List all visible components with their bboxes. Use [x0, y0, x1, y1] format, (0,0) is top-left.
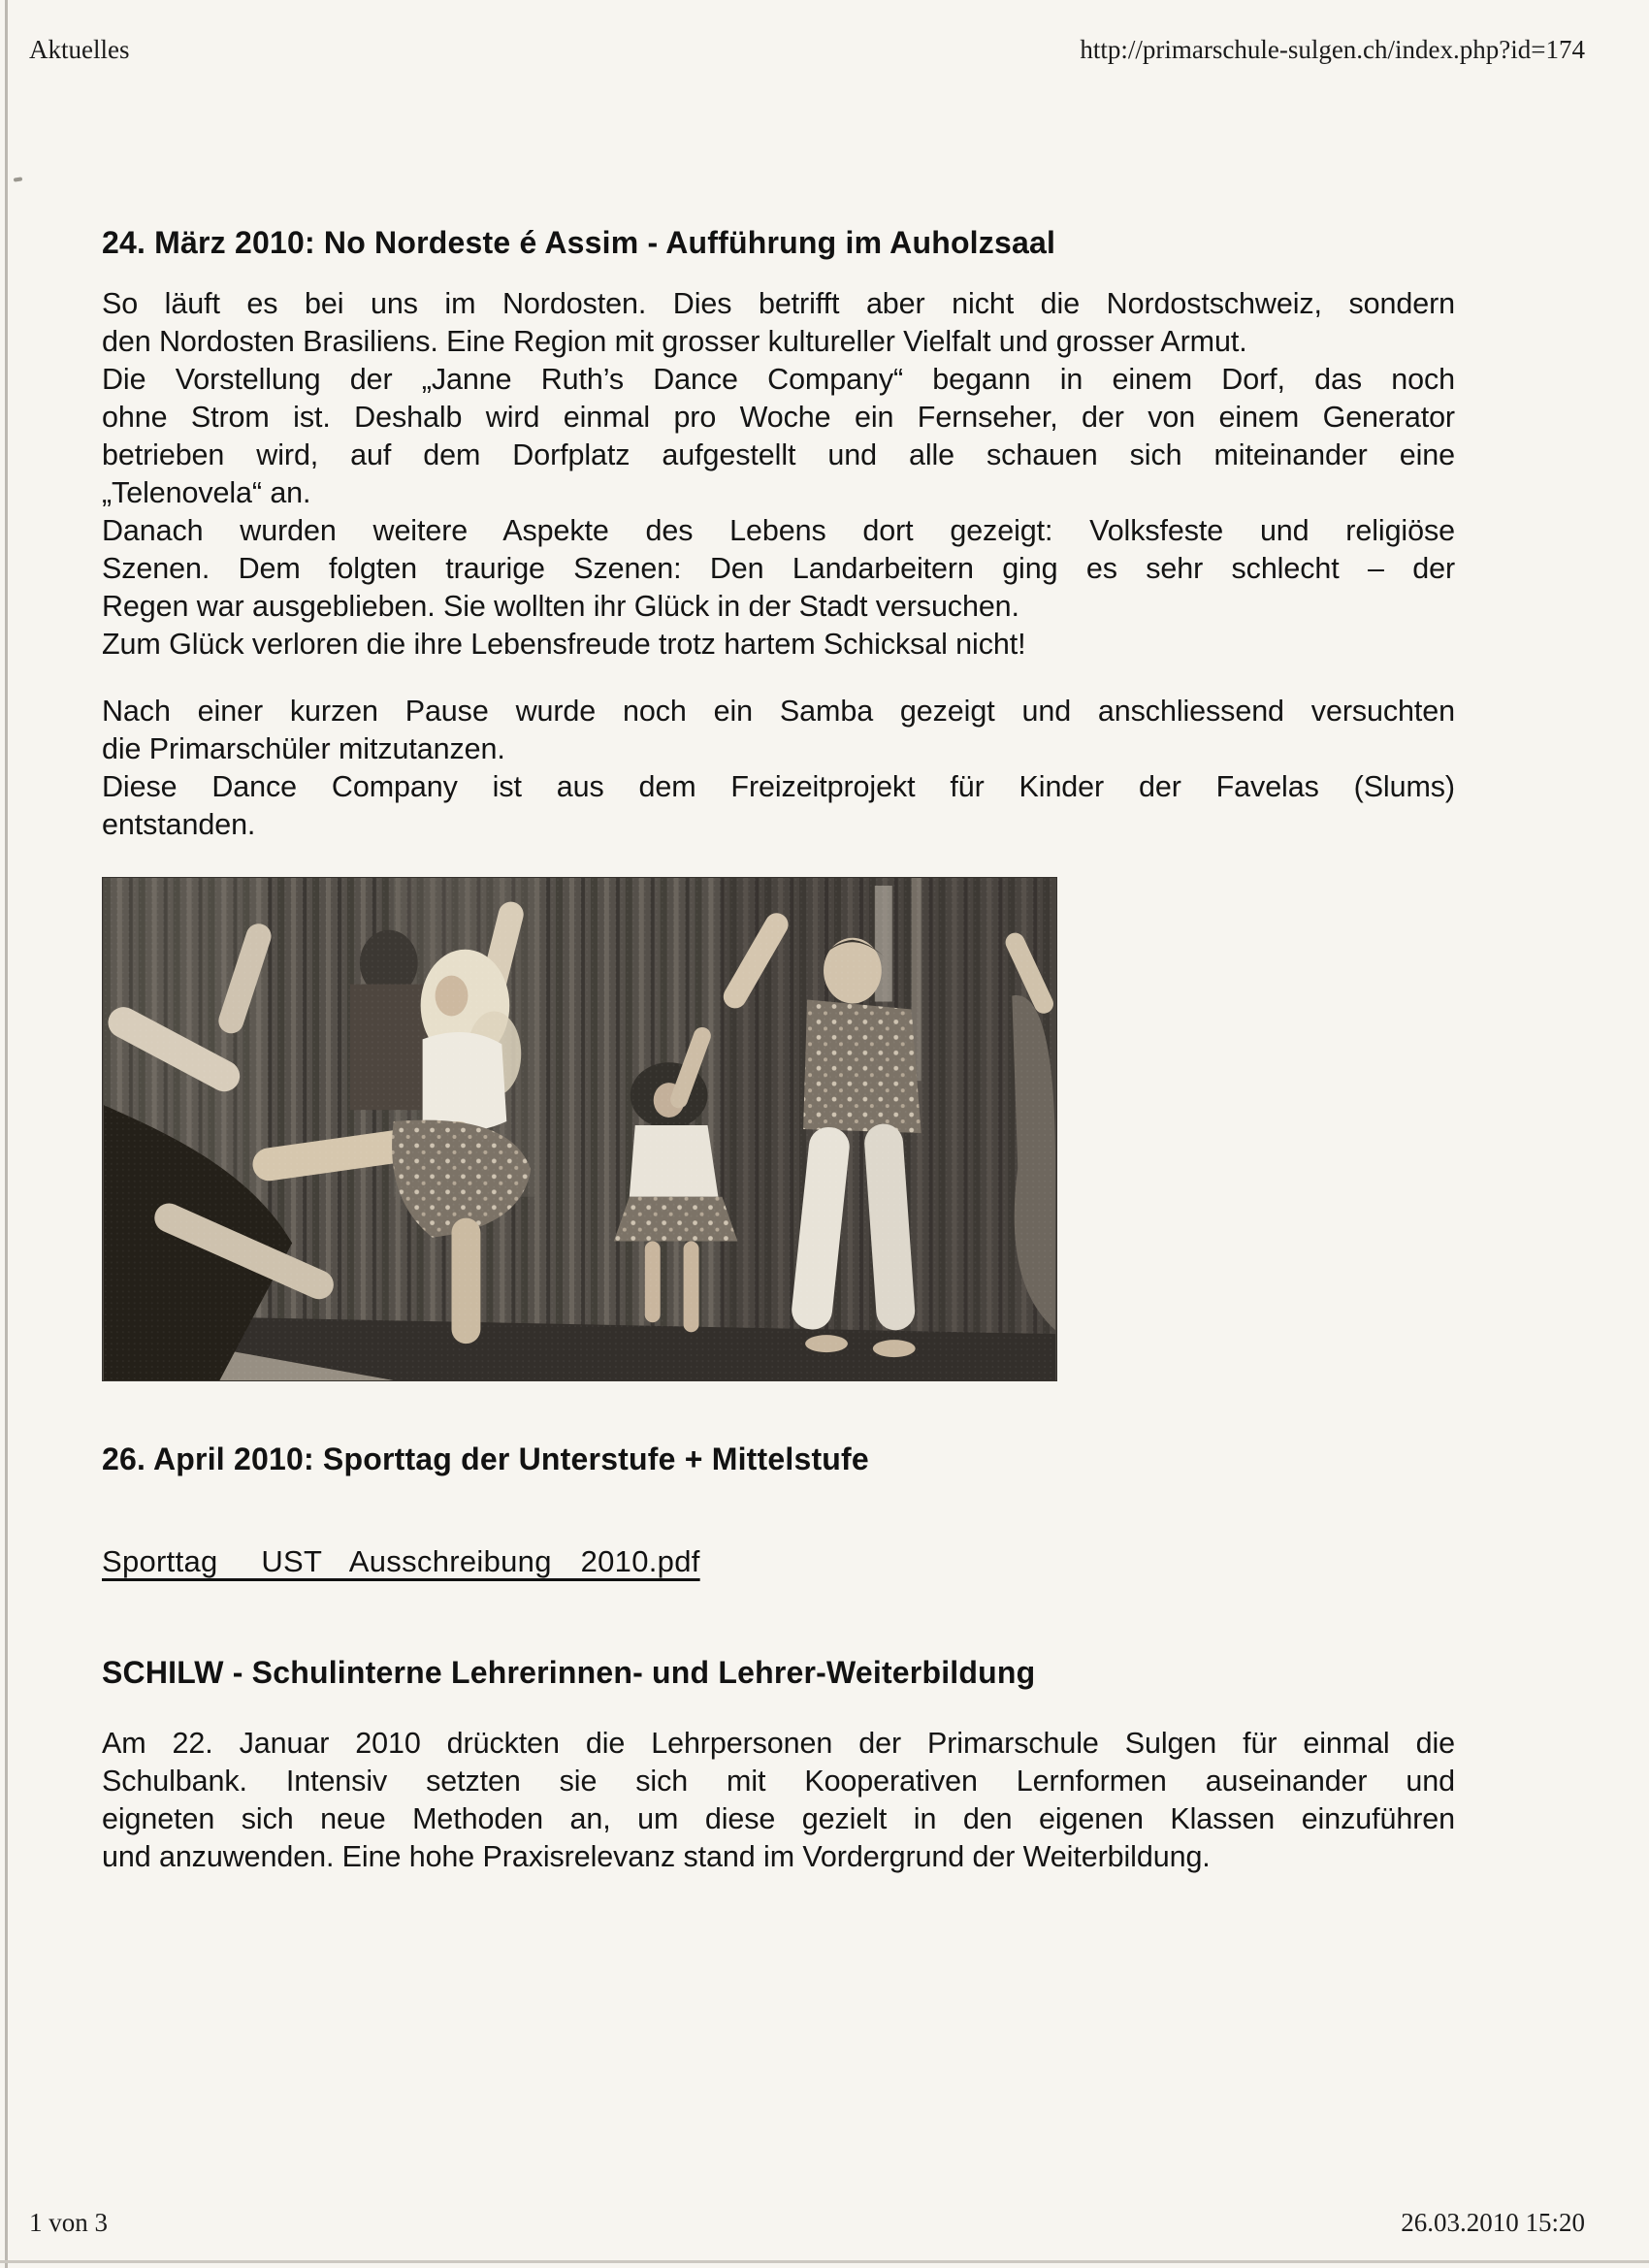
text-line: eigneten sich neue Methoden an, um diese gezielt in den eigenen Klassen einzuführen: [102, 1802, 1455, 1835]
text-line: Danach wurden weitere Aspekte des Lebens dort gezeigt: Volksfeste und religiöse: [102, 514, 1455, 547]
text-line: Szenen. Dem folgten traurige Szenen: Den Landarbeitern ging es sehr schlecht – der: [102, 552, 1455, 585]
text-line: Die Vorstellung der „Janne Ruth’s Dance Company“ begann in einem Dorf, das noch: [102, 363, 1455, 396]
footer-page-number: 1 von 3: [29, 2208, 108, 2237]
halftone-overlay: [104, 878, 1055, 1380]
article-column: [102, 0, 1455, 1876]
dance-performance-photo: [102, 877, 1057, 1381]
text-line: Zum Glück verloren die ihre Lebensfreude trotz hartem Schicksal nicht!: [102, 628, 1026, 661]
text-line: entstanden.: [102, 808, 256, 841]
footer-timestamp: 26.03.2010 15:20: [1401, 2208, 1585, 2237]
text-line: Regen war ausgeblieben. Sie wollten ihr Glück in der Stadt versuchen.: [102, 590, 1019, 623]
paragraph: [102, 1725, 1455, 1876]
paragraph: [102, 693, 1455, 844]
paragraph: [102, 285, 1455, 664]
text-line: den Nordosten Brasiliens. Eine Region mit grosser kultureller Vielfalt und grosser Armut.: [102, 325, 1247, 358]
text-line: Nach einer kurzen Pause wurde noch ein Samba gezeigt und anschliessend versuchten: [102, 695, 1455, 728]
text-line: Schulbank. Intensiv setzten sie sich mit Kooperativen Lernformen auseinander und: [102, 1765, 1455, 1798]
event1-heading: 24. März 2010: No Nordeste é Assim - Aufführung im Auholzsaal: [102, 225, 1056, 260]
print-header-url: http://primarschule-sulgen.ch/index.php?id=174: [1080, 35, 1585, 64]
print-header-title: Aktuelles: [29, 35, 130, 64]
scan-edge-line: [5, 0, 8, 2268]
text-line: Am 22. Januar 2010 drückten die Lehrpersonen der Primarschule Sulgen für einmal die: [102, 1727, 1455, 1760]
text-line: So läuft es bei uns im Nordosten. Dies betrifft aber nicht die Nordostschweiz, sondern: [102, 287, 1455, 320]
text-line: betrieben wird, auf dem Dorfplatz aufgestellt und alle schauen sich miteinander eine: [102, 438, 1455, 471]
pdf-link[interactable]: Sporttag UST Ausschreibung 2010.pdf: [102, 1544, 700, 1578]
text-line: ohne Strom ist. Deshalb wird einmal pro Woche ein Fernseher, der von einem Generator: [102, 401, 1455, 434]
text-line: „Telenovela“ an.: [102, 476, 311, 509]
scan-edge-line-bottom: [0, 2260, 1649, 2263]
text-line: die Primarschüler mitzutanzen.: [102, 732, 505, 765]
text-line: und anzuwenden. Eine hohe Praxisrelevanz stand im Vordergrund der Weiterbildung.: [102, 1840, 1211, 1873]
scan-smudge-mark: [14, 177, 22, 181]
event3-heading: SCHILW - Schulinterne Lehrerinnen- und Lehrer-Weiterbildung: [102, 1655, 1036, 1690]
event2-heading: 26. April 2010: Sporttag der Unterstufe + Mittelstufe: [102, 1442, 869, 1476]
text-line: Diese Dance Company ist aus dem Freizeitprojekt für Kinder der Favelas (Slums): [102, 770, 1455, 803]
